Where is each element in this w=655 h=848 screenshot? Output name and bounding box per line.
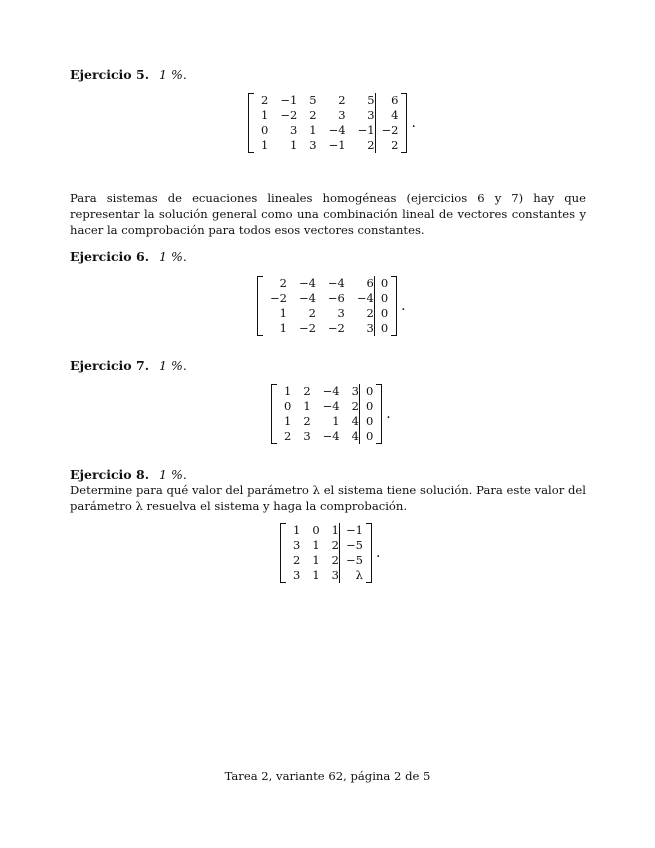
left-bracket — [271, 384, 277, 444]
matrix-terminator: . — [411, 115, 416, 131]
matrix-cell: −4 — [322, 399, 340, 413]
matrix-cell: 0 — [359, 414, 373, 429]
matrix-row — [266, 321, 388, 336]
matrix-cell: 1 — [261, 108, 269, 122]
exercise-8-label: Ejercicio 8. — [70, 467, 150, 482]
matrix-cell: −4 — [298, 291, 316, 305]
exercise-7-weight: 1 %. — [159, 358, 187, 373]
exercise-6-matrix — [257, 276, 406, 336]
matrix-row — [280, 399, 373, 414]
matrix-cell: 2 — [351, 399, 359, 413]
matrix-row — [257, 108, 398, 123]
matrix-cell: λ — [339, 568, 362, 583]
matrix-cell: −4 — [322, 429, 340, 443]
matrix-cell: 1 — [284, 384, 292, 398]
matrix-cell: −1 — [339, 523, 362, 538]
matrix-cell: 1 — [309, 123, 317, 137]
matrix-cell: −1 — [357, 123, 375, 137]
matrix-cell: 4 — [351, 414, 359, 428]
matrix-cell: 5 — [367, 93, 375, 107]
matrix-row — [289, 568, 363, 583]
exercise-5-label: Ejercicio 5. — [70, 67, 150, 82]
matrix-cell: −2 — [280, 108, 298, 122]
matrix-grid — [257, 93, 398, 153]
matrix-cell: 2 — [331, 553, 339, 567]
exercise-8-statement: Determine para qué valor del parámetro λ el sistema tiene solución. Para este valor del parámetro λ resuelva el sistema y haga la comprobación. — [70, 483, 586, 514]
matrix-cell: 2 — [293, 553, 301, 567]
exercise-5-matrix — [248, 93, 416, 153]
matrix-cell: 1 — [312, 568, 320, 582]
matrix-cell: −1 — [328, 138, 346, 152]
matrix-cell: 0 — [374, 306, 388, 321]
matrix-cell: −2 — [298, 321, 316, 335]
matrix-cell: 2 — [261, 93, 269, 107]
matrix-terminator: . — [386, 406, 391, 422]
left-bracket — [248, 93, 254, 153]
matrix-terminator: . — [375, 545, 381, 561]
matrix-cell: 3 — [338, 108, 346, 122]
matrix-cell: 1 — [289, 138, 298, 152]
matrix-grid — [280, 384, 373, 444]
exercise-5-heading — [70, 67, 187, 82]
matrix-cell: 1 — [284, 414, 292, 428]
matrix-cell: −4 — [328, 123, 346, 137]
matrix-cell: 1 — [279, 321, 287, 335]
matrix-row — [280, 384, 373, 399]
matrix-cell: −4 — [298, 276, 316, 290]
matrix-cell: 2 — [331, 538, 339, 552]
right-bracket — [376, 384, 382, 444]
right-bracket — [401, 93, 407, 153]
matrix-cell: 1 — [293, 523, 301, 537]
matrix-cell: 1 — [332, 414, 340, 428]
matrix-cell: −2 — [375, 123, 398, 138]
matrix-cell: −2 — [270, 291, 287, 305]
matrix-row — [257, 93, 398, 108]
exercise-7-heading — [70, 358, 187, 373]
matrix-cell: 4 — [351, 429, 359, 443]
matrix-row — [266, 291, 388, 306]
exercise-8-matrix — [280, 523, 380, 583]
matrix-cell: 2 — [303, 384, 311, 398]
matrix-cell: 2 — [338, 93, 346, 107]
matrix-cell: −2 — [327, 321, 345, 335]
exercise-7-label: Ejercicio 7. — [70, 358, 150, 373]
matrix-cell: −1 — [280, 93, 298, 107]
exercise-7-matrix — [271, 384, 391, 444]
matrix-cell: 3 — [351, 384, 359, 398]
matrix-cell: 3 — [309, 138, 317, 152]
matrix-cell: −5 — [339, 553, 362, 568]
matrix-grid — [289, 523, 363, 583]
matrix-cell: 0 — [374, 291, 388, 306]
matrix-row — [266, 306, 388, 321]
matrix-row — [257, 123, 398, 138]
matrix-cell: 3 — [366, 321, 374, 335]
matrix-cell: 0 — [312, 523, 320, 537]
matrix-cell: 0 — [359, 399, 373, 414]
left-bracket — [280, 523, 286, 583]
matrix-cell: 3 — [337, 306, 345, 320]
left-bracket — [257, 276, 263, 336]
matrix-row — [280, 414, 373, 429]
matrix-cell: −4 — [322, 384, 340, 398]
matrix-row — [257, 138, 398, 153]
matrix-cell: 1 — [331, 523, 339, 537]
matrix-cell: 1 — [303, 399, 311, 413]
matrix-cell: −4 — [356, 291, 374, 305]
matrix-grid — [266, 276, 388, 336]
matrix-cell: 1 — [312, 538, 320, 552]
matrix-cell: 6 — [375, 93, 398, 108]
matrix-row — [280, 429, 373, 444]
matrix-cell: 6 — [366, 276, 374, 290]
matrix-cell: 2 — [309, 108, 317, 122]
matrix-cell: 3 — [367, 108, 375, 122]
right-bracket — [391, 276, 397, 336]
matrix-row — [289, 523, 363, 538]
matrix-cell: 2 — [367, 138, 375, 152]
homogeneous-note: Para sistemas de ecuaciones lineales homogéneas (ejercicios 6 y 7) hay que representar la solución general como una combinación lineal de vectores constantes y hacer la comprobación para todos esos vectores constantes. — [70, 191, 586, 238]
matrix-cell: 0 — [261, 123, 269, 137]
matrix-terminator: . — [401, 298, 406, 314]
matrix-cell: 0 — [374, 321, 388, 336]
matrix-cell: 1 — [312, 553, 320, 567]
matrix-cell: 2 — [279, 276, 287, 290]
matrix-cell: 0 — [374, 276, 388, 291]
matrix-cell: 1 — [279, 306, 287, 320]
matrix-row — [289, 538, 363, 553]
exercise-8-heading — [70, 467, 187, 482]
matrix-cell: 2 — [375, 138, 398, 153]
matrix-cell: −5 — [339, 538, 362, 553]
matrix-cell: 2 — [366, 306, 374, 320]
exercise-5-weight: 1 %. — [159, 67, 187, 82]
matrix-row — [266, 276, 388, 291]
matrix-cell: 5 — [309, 93, 317, 107]
matrix-cell: 3 — [331, 568, 339, 582]
matrix-cell: 0 — [359, 384, 373, 399]
matrix-cell: 0 — [284, 399, 292, 413]
page-footer: Tarea 2, variante 62, página 2 de 5 — [224, 769, 431, 783]
right-bracket — [366, 523, 372, 583]
matrix-cell: 2 — [303, 414, 311, 428]
exercise-6-heading — [70, 249, 187, 264]
matrix-cell: 3 — [293, 568, 301, 582]
matrix-cell: 4 — [375, 108, 398, 123]
matrix-cell: −6 — [327, 291, 345, 305]
matrix-cell: 0 — [359, 429, 373, 444]
matrix-cell: −4 — [327, 276, 345, 290]
exercise-8-weight: 1 %. — [159, 467, 187, 482]
matrix-cell: 3 — [303, 429, 311, 443]
exercise-6-label: Ejercicio 6. — [70, 249, 150, 264]
exercise-6-weight: 1 %. — [159, 249, 187, 264]
matrix-cell: 3 — [293, 538, 301, 552]
matrix-cell: 3 — [289, 123, 298, 137]
matrix-row — [289, 553, 363, 568]
matrix-cell: 2 — [308, 306, 316, 320]
matrix-cell: 1 — [261, 138, 269, 152]
matrix-cell: 2 — [284, 429, 292, 443]
